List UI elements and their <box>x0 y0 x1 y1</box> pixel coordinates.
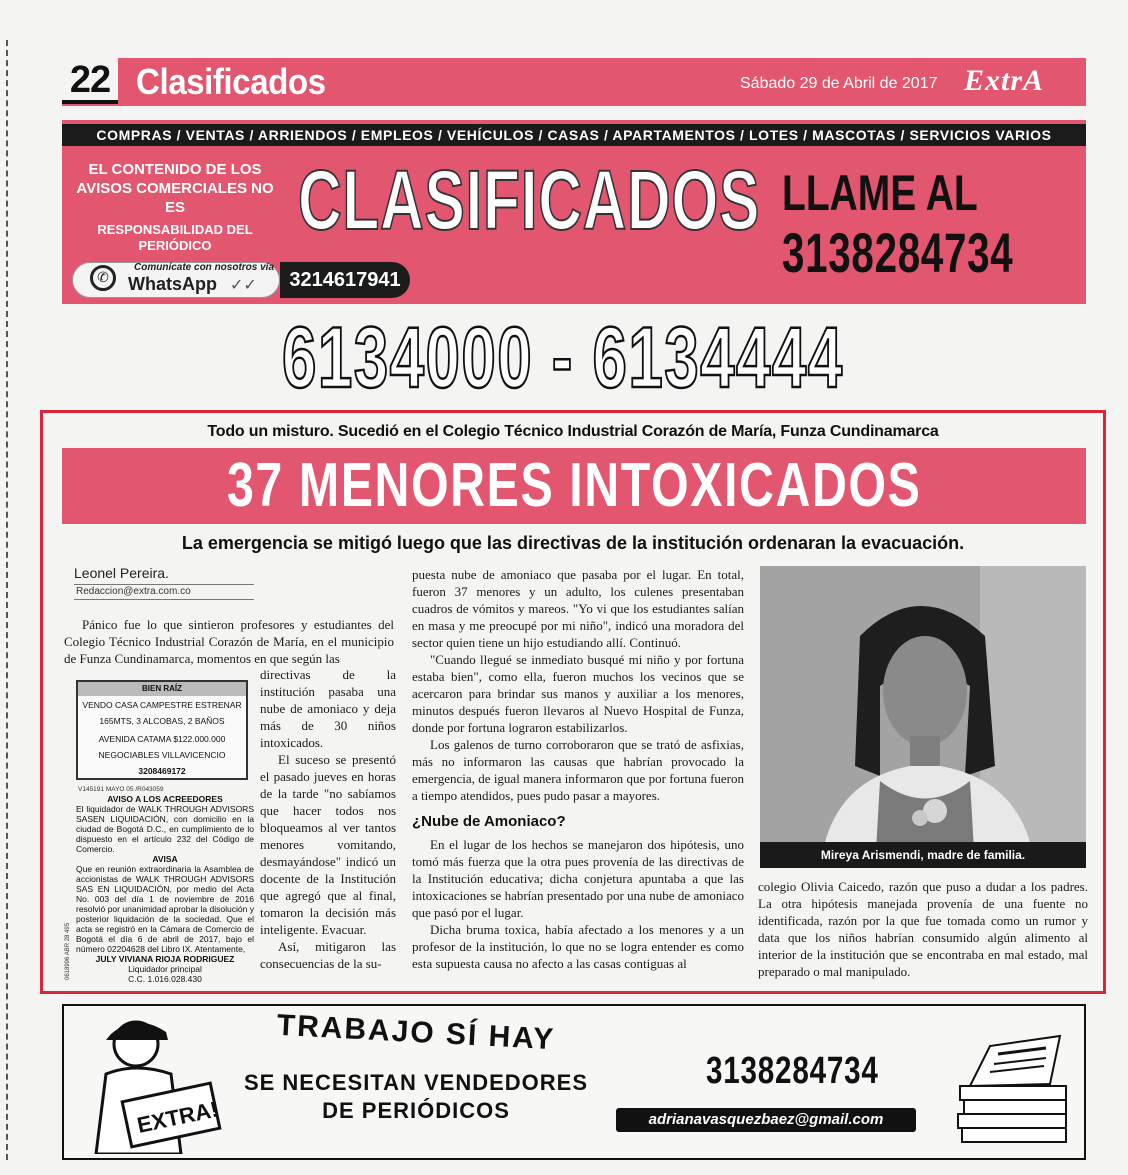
extra-badge: EXTRA! <box>134 1096 221 1138</box>
paragraph: Los galenos de turno corroboraron que se trató de asfixias, más no informaron las causas que habrían provocado la emergencia, de igual manera informaron que por fortuna fueron a tiempo atendidos, pues pudo pasar a mayores. <box>412 737 744 803</box>
whatsapp-caption: Comunícate con nosotros vía <box>134 262 275 273</box>
column-3 <box>758 878 1088 980</box>
footer-slogan: TRABAJO SÍ HAY <box>276 1008 556 1057</box>
footer-need-line-1: SE NECESITAN VENDEDORES <box>243 1070 589 1095</box>
page-number: 22 <box>62 56 118 104</box>
section-heading: ¿Nube de Amoniaco? <box>412 813 566 830</box>
column-1-side <box>260 666 396 972</box>
paragraph: "Cuando llegué se inmediato busqué mi niño y por fortuna estaba bien", como ella, fueron muchos los vecinos que se acercaron para brindar sus manos y auxiliar a los menores, minutos después fueron llevaros al Nuevo Hospital de Funza, donde por fortuna lograron estabilizarlos. <box>412 652 744 735</box>
column-1-intro <box>64 616 394 667</box>
paragraph: El suceso se presentó el pasado jueves en horas de la tarde "no sabíamos que hacer todos nos bloqueamos al ver tantos menores vomitando, desmayándose" indicó un docente de la Institución que agregó que al final, tomaron la decisión más inteligente. Evacuar. <box>260 752 396 937</box>
phone-numbers: 6134000 - 6134444 <box>282 310 844 406</box>
brand-logo: ExtrA <box>964 64 1045 97</box>
classified-ad-line: VENDO CASA CAMPESTRE ESTRENAR <box>82 700 242 710</box>
column-2 <box>412 566 744 972</box>
author-email: Redaccion@extra.com.co <box>74 584 254 600</box>
legal-body-2: Que en reunión extraordinaria la Asamblea de accionistas de WALK THROUGH ADVISORS SAS EN LIQUIDACIÓN, por medio del Acta No. 003 del día 1 de noviembre de 2016 resolvió por unanimidad aprobar la disolución y posterior liquidación de la sociedad. Que el acta se registró en la Cámara de Comercio de Bogotá el día 6 de abril de 2017, bajo el número 02204628 del Libro IX. Atentamente, <box>76 864 254 954</box>
whatsapp-number: 3214617941 <box>280 262 410 298</box>
call-number: 3138284734 <box>782 221 1014 284</box>
author-name: Leonel Pereira. <box>74 565 169 581</box>
legal-signer-role: Liquidador principal <box>128 964 202 974</box>
classified-ad-phone: 3208469172 <box>138 766 186 776</box>
paragraph: directivas de la institución pasaba una nube de amoniaco y deja más de 30 niños intoxicados. <box>260 667 396 750</box>
classified-ad-line: AVENIDA CATAMA $122.000.000 <box>98 734 226 744</box>
classified-ad-line: NEGOCIABLES VILLAVICENCIO <box>98 750 226 760</box>
legal-title: AVISO A LOS ACREEDORES <box>107 794 223 804</box>
legal-signer-id: C.C. 1.016.028.430 <box>128 974 202 984</box>
paragraph: colegio Olivia Caicedo, razón que puso a dudar a los padres. La otra hipótesis manejada provenía de una fuente no identificada, razón por la que fue tomada como un rumor y data que los niños habrían consumido algún alimento al interior de la institución que se encontraba en mal estado, mal preparado o mal manipulado. <box>758 879 1088 979</box>
disclaimer-text: EL CONTENIDO DE LOS AVISOS COMERCIALES NO ES <box>76 161 274 216</box>
article-photo <box>760 566 1086 868</box>
legal-signer: JULY VIVIANA RIOJA RODRIGUEZ <box>95 954 235 964</box>
legal-subtitle: AVISA <box>152 854 178 864</box>
paragraph: puesta nube de amoniaco que pasaba por el lugar. En total, fueron 37 menores y un adulto, los culenes presentaban cuadros de vómitos y mareos. "Yo vi que los estudiantes salían en masa y me preocupé por mi niño", indicó una moradora del sector quien tiene un hijo estudiando allí. Continuó. <box>412 567 744 650</box>
newspaper-stack-icon <box>950 1026 1076 1146</box>
article-headline <box>62 448 1086 524</box>
paragraph: Pánico fue lo que sintieron profesores y estudiantes del Colegio Técnico Industrial Corazón de María, en el municipio de Funza Cundinamarca, momentos en que según las <box>64 617 394 666</box>
legal-body-1: El liquidador de WALK THROUGH ADVISORS SASEN LIQUIDACIÓN, con domicilio en la ciudad de Bogotá D.C., en cumplimiento de lo dispuesto en el artículo 232 del Código de Comercio. <box>76 804 254 854</box>
phone-icon: ✆ <box>90 265 116 291</box>
page-fold-rule <box>6 40 8 1160</box>
classified-ad-line: 165MTS, 3 ALCOBAS, 2 BAÑOS <box>99 716 225 726</box>
footer-email: adrianavasquezbaez@gmail.com <box>616 1108 916 1132</box>
disclaimer-subtext: RESPONSABILIDAD DEL PERIÓDICO <box>97 222 253 253</box>
footer-phone: 3138284734 <box>706 1050 879 1092</box>
photo-caption: Mireya Arismendi, madre de familia. <box>760 842 1086 868</box>
newsboy-icon <box>76 1014 226 1154</box>
whatsapp-label: WhatsApp <box>128 274 217 294</box>
classified-ad-code: V145191 MAYO 05 /R043059 <box>78 786 164 793</box>
paragraph: Dicha bruma toxica, había afectado a los menores y a un profesor de la institución, lo que no se logra entender es como esta supuesta causa no afecto a las casas contiguas al <box>412 922 744 971</box>
legal-notice <box>76 794 254 984</box>
classified-ad-title: BIEN RAÍZ <box>78 682 246 696</box>
check-icon: ✓✓ <box>230 275 257 294</box>
article-subhead: La emergencia se mitigó luego que las directivas de la institución ordenaran la evacuación. <box>181 533 965 553</box>
paragraph: Así, mitigaron las consecuencias de la su- <box>260 939 396 971</box>
portrait-illustration <box>760 566 1086 868</box>
classifieds-categories: COMPRAS / VENTAS / ARRIENDOS / EMPLEOS / VEHÍCULOS / CASAS / APARTAMENTOS / LOTES / MASCOTAS / SERVICIOS VARIOS <box>62 124 1086 146</box>
footer-need-line-2: DE PERIÓDICOS <box>322 1098 510 1123</box>
call-label: LLAME AL <box>782 165 978 221</box>
classifieds-title: CLASIFICADOS <box>298 153 761 247</box>
section-title: Clasificados <box>136 61 326 102</box>
legal-side-code: 0618996 ABR 28 495 <box>65 922 71 980</box>
paragraph: En el lugar de los hechos se manejaron dos hipótesis, uno tomó más fuerza que la otra pues provenía de las directivas de la Institución educativa; dicha conjetura apuntaba a que las intoxicaciones se habrían presentado por una nube de amoniaco que pasó por el lugar. <box>412 837 744 920</box>
article-kicker: Todo un misturo. Sucedió en el Colegio Técnico Industrial Corazón de María, Funza Cundinamarca <box>207 423 939 440</box>
headline-text: 37 MENORES INTOXICADOS <box>226 451 922 520</box>
issue-date: Sábado 29 de Abril de 2017 <box>740 75 938 92</box>
